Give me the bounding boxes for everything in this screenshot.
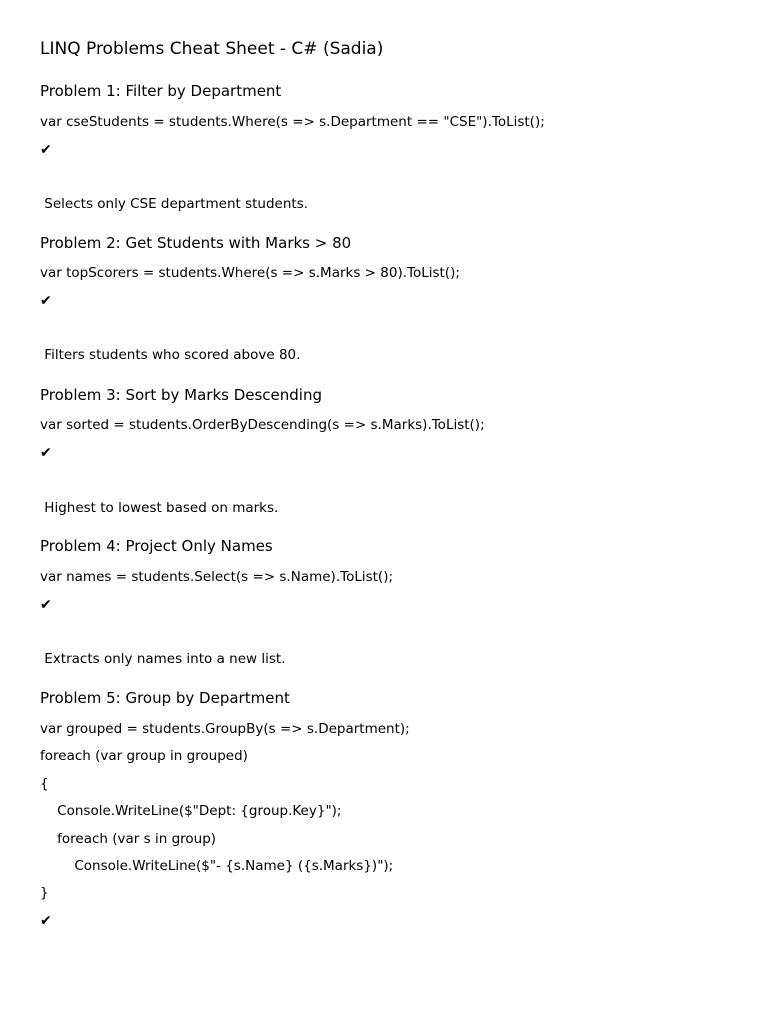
check-mark-icon: ✔ [40, 913, 52, 929]
problem-5-code-line: } [40, 885, 49, 901]
problem-1-heading: Problem 1: Filter by Department [40, 82, 282, 100]
problem-3-description: Highest to lowest based on marks. [40, 500, 279, 516]
problem-3-heading: Problem 3: Sort by Marks Descending [40, 386, 323, 404]
problem-5-code-line: var grouped = students.GroupBy(s => s.Department); [40, 721, 410, 737]
check-mark-icon: ✔ [40, 142, 52, 158]
problem-2-heading: Problem 2: Get Students with Marks > 80 [40, 234, 352, 252]
problem-4-code-line: var names = students.Select(s => s.Name).ToList(); [40, 569, 394, 585]
problem-5-code-line: Console.WriteLine($"- {s.Name} ({s.Marks})"); [40, 858, 394, 874]
problem-4-description: Extracts only names into a new list. [40, 651, 286, 667]
problem-5-code-line: foreach (var group in grouped) [40, 748, 248, 764]
problem-4-heading: Problem 4: Project Only Names [40, 537, 273, 555]
check-mark-icon: ✔ [40, 445, 52, 461]
problem-3-code-line: var sorted = students.OrderByDescending(s => s.Marks).ToList(); [40, 417, 485, 433]
check-mark-icon: ✔ [40, 293, 52, 309]
problem-5-code-line: foreach (var s in group) [40, 831, 217, 847]
check-mark-icon: ✔ [40, 597, 52, 613]
problem-5-code-line: Console.WriteLine($"Dept: {group.Key}"); [40, 803, 342, 819]
problem-2-description: Filters students who scored above 80. [40, 347, 301, 363]
problem-5-code-line: { [40, 776, 49, 792]
problem-5-heading: Problem 5: Group by Department [40, 689, 290, 707]
problem-1-code-line: var cseStudents = students.Where(s => s.Department == "CSE").ToList(); [40, 114, 545, 130]
problem-1-description: Selects only CSE department students. [40, 196, 309, 212]
problem-2-code-line: var topScorers = students.Where(s => s.Marks > 80).ToList(); [40, 265, 460, 281]
document-title: LINQ Problems Cheat Sheet - C# (Sadia) [40, 39, 384, 59]
